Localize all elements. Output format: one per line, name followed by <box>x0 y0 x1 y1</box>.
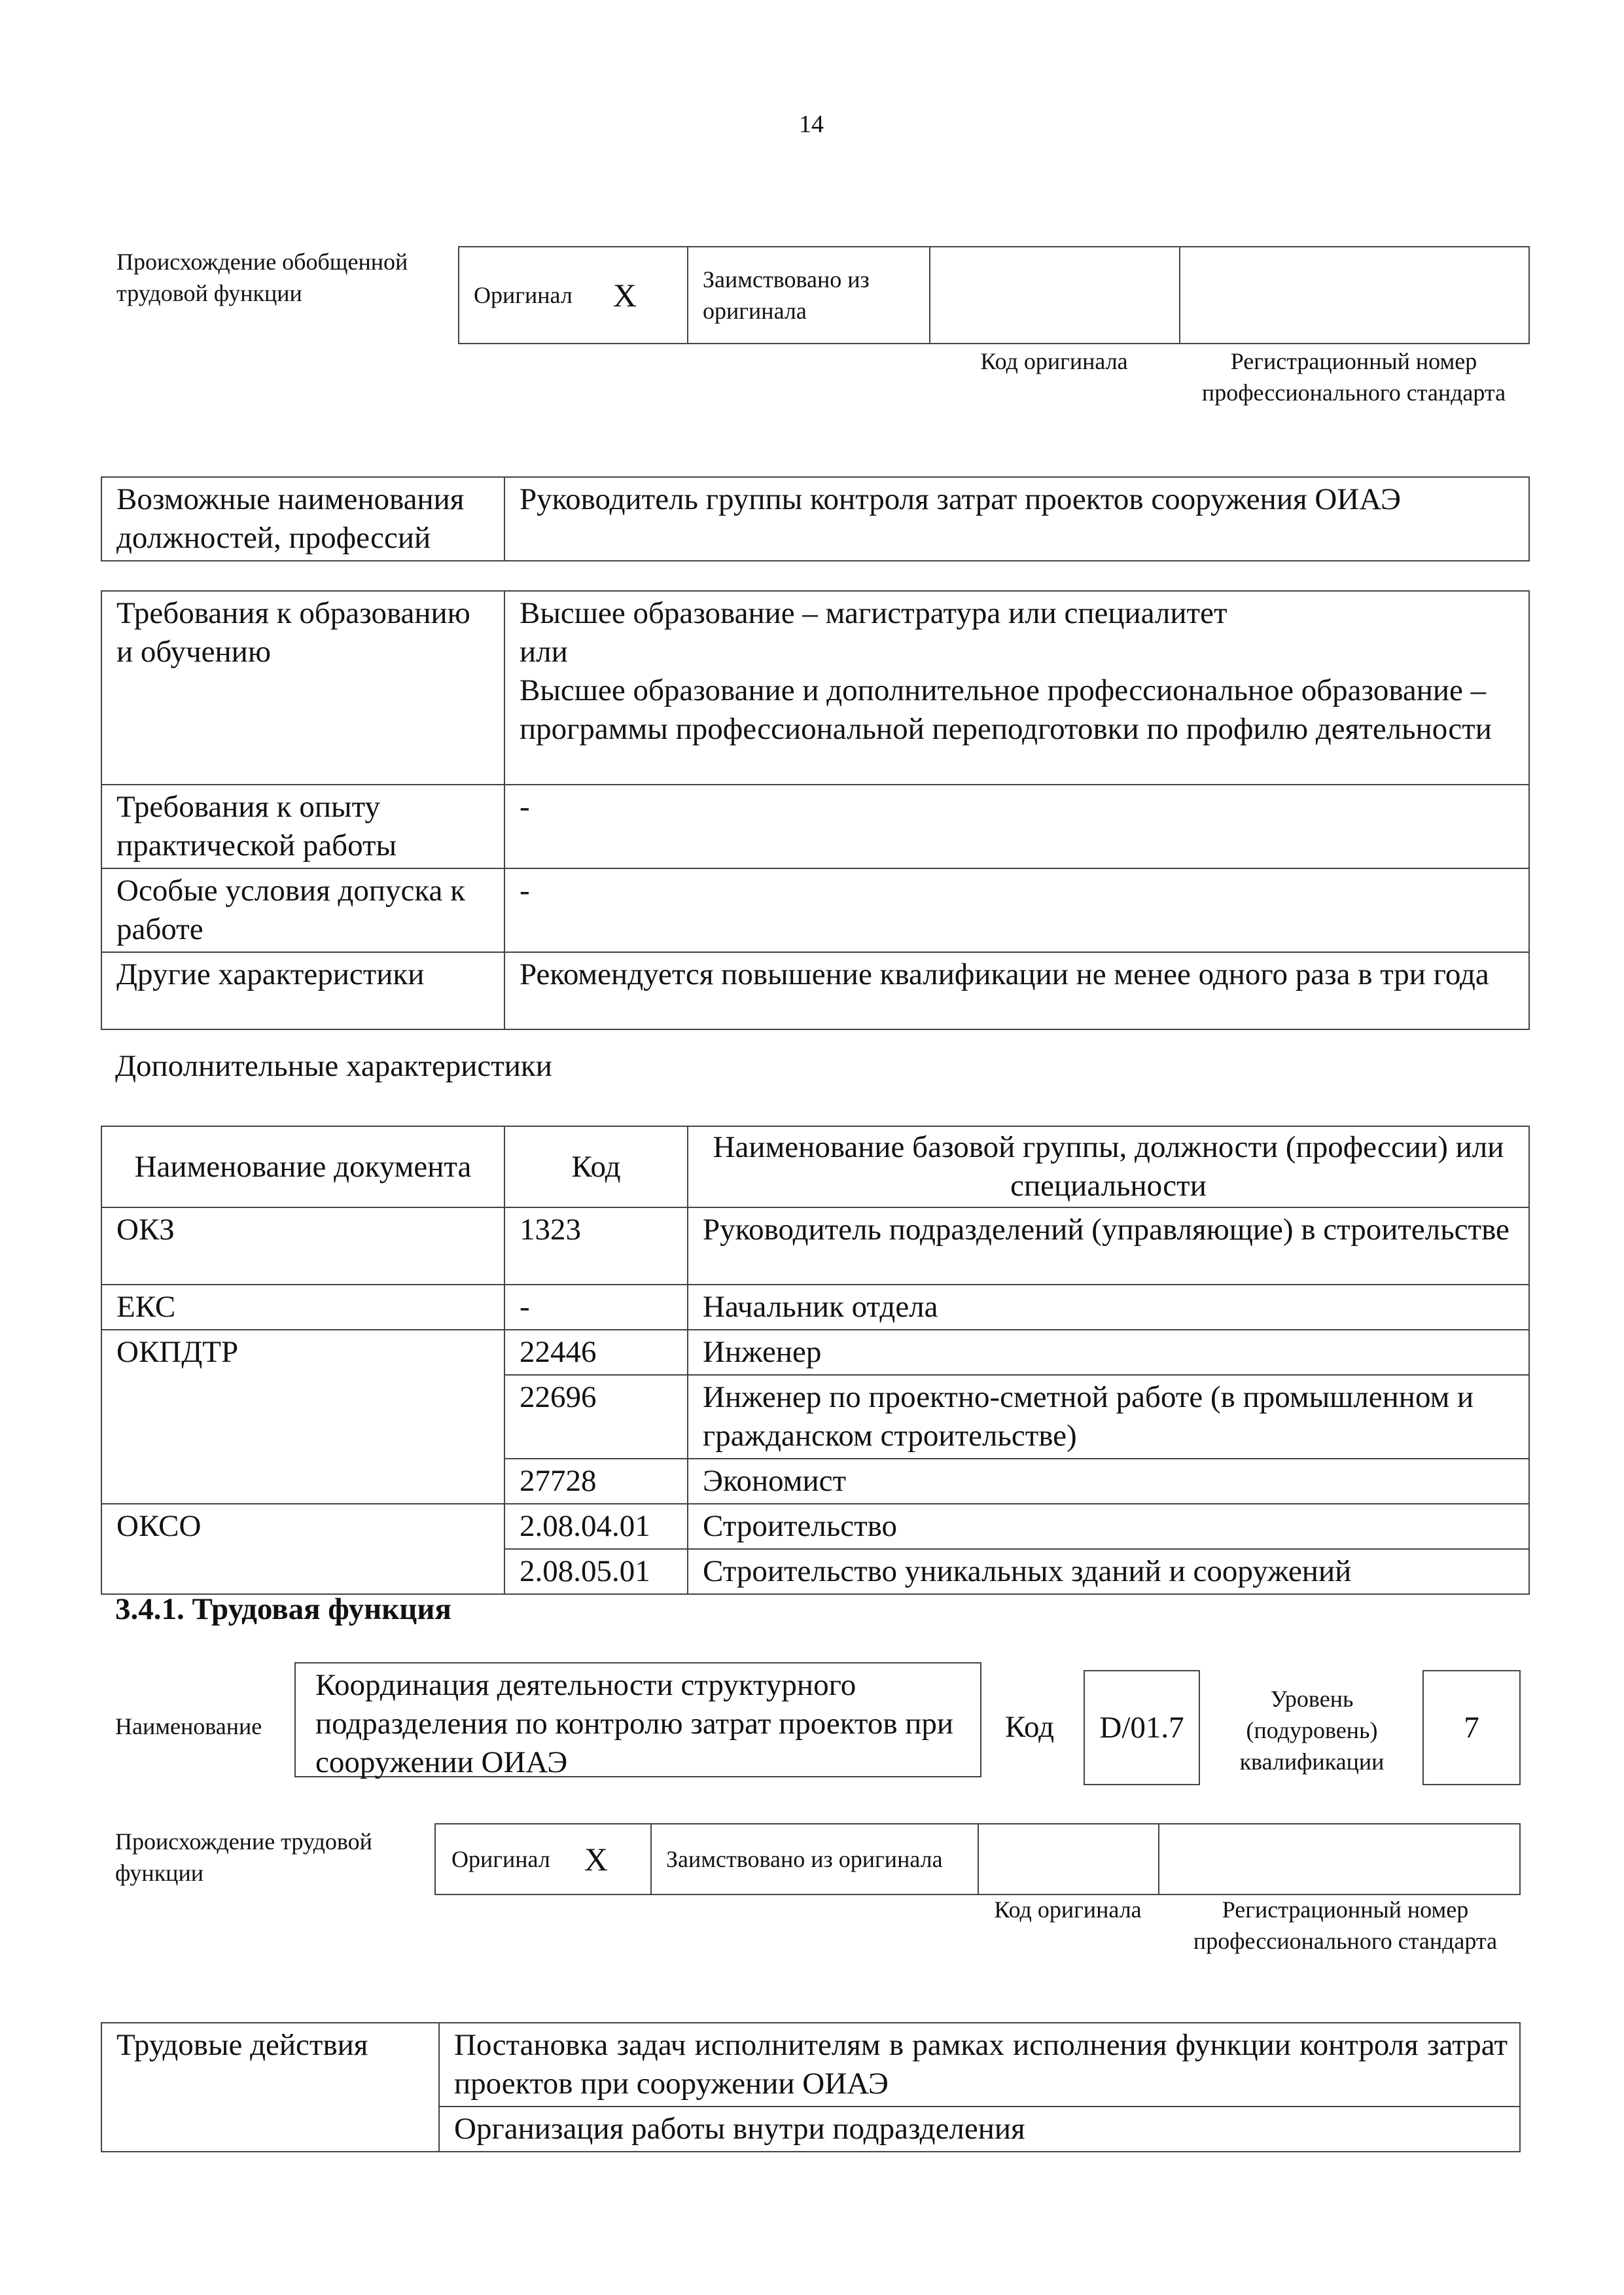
labor-action-item: Постановка задач исполнителям в рамках исполнения функции контроля затрат проектов при сооружении ОИАЭ <box>439 2023 1520 2107</box>
row-name: Инженер <box>688 1330 1529 1375</box>
gen-origin-original-label: Оригинал <box>474 282 573 308</box>
section-name-label: Наименование <box>115 1713 262 1739</box>
additional-header-row <box>101 1126 1529 1207</box>
row-code: 22446 <box>504 1330 688 1375</box>
req-admission-value: - <box>504 868 1529 952</box>
req-education-label: Требования к образованию и обучению <box>101 591 504 785</box>
gen-origin-borrowed-label: Заимствовано из оригинала <box>688 247 930 344</box>
section-level-value: 7 <box>1422 1670 1521 1785</box>
row-name: Начальник отдела <box>688 1285 1529 1330</box>
table-row <box>101 1504 1529 1549</box>
func-origin-borrowed-label: Заимствовано из оригинала <box>651 1824 978 1895</box>
row-code: 2.08.05.01 <box>504 1549 688 1594</box>
row-name: Строительство <box>688 1504 1529 1549</box>
section-title: 3.4.1. Трудовая функция <box>115 1592 451 1626</box>
row-code: 1323 <box>504 1207 688 1285</box>
func-origin-reg-cell <box>1159 1824 1520 1895</box>
additional-table <box>101 1126 1530 1595</box>
section-name-value: Координация деятельности структурного подразделения по контролю затрат проектов при сооружении ОИАЭ <box>294 1662 981 1777</box>
additional-header-doc: Наименование документа <box>101 1126 504 1207</box>
row-code: - <box>504 1285 688 1330</box>
row-doc: ОКПДТР <box>101 1330 504 1504</box>
req-education-value: Высшее образование – магистратура или специалитет или Высшее образование и дополнительное профессиональное образование – программы профессиональной переподготовки по профилю деятельности <box>504 591 1529 785</box>
labor-action-item: Организация работы внутри подразделения <box>439 2107 1520 2152</box>
row-name: Руководитель подразделений (управляющие) в строительстве <box>688 1207 1529 1285</box>
func-origin-original-label: Оригинал <box>451 1846 550 1872</box>
row-doc: ОКСО <box>101 1504 504 1594</box>
req-experience-label: Требования к опыту практической работы <box>101 785 504 868</box>
additional-header-code: Код <box>504 1126 688 1207</box>
gen-origin-table <box>458 246 1530 344</box>
req-other-value: Рекомендуется повышение квалификации не менее одного раза в три года <box>504 952 1529 1029</box>
row-doc: ЕКС <box>101 1285 504 1330</box>
section-code-value: D/01.7 <box>1084 1670 1200 1785</box>
gen-origin-mark: X <box>612 277 637 313</box>
section-level-label: Уровень (подуровень) квалификации <box>1239 1686 1385 1775</box>
func-origin-code-caption: Код оригинала <box>994 1896 1142 1923</box>
func-origin-table <box>434 1823 1521 1895</box>
req-experience-value: - <box>504 785 1529 868</box>
row-code: 22696 <box>504 1375 688 1459</box>
req-row-education <box>101 591 1529 785</box>
row-name: Экономист <box>688 1459 1529 1504</box>
possible-names-value: Руководитель группы контроля затрат проектов сооружения ОИАЭ <box>504 477 1529 561</box>
row-name: Строительство уникальных зданий и сооружений <box>688 1549 1529 1594</box>
labor-actions-table <box>101 2022 1521 2152</box>
req-row-admission <box>101 868 1529 952</box>
table-row <box>101 1207 1529 1285</box>
additional-header-name: Наименование базовой группы, должности (профессии) или специальности <box>688 1126 1529 1207</box>
func-origin-mark: X <box>584 1841 608 1877</box>
req-row-experience <box>101 785 1529 868</box>
table-row <box>101 1285 1529 1330</box>
gen-origin-code-cell <box>930 247 1180 344</box>
func-origin-code-cell <box>978 1824 1159 1895</box>
req-row-other <box>101 952 1529 1029</box>
req-admission-label: Особые условия допуска к работе <box>101 868 504 952</box>
page-number: 14 <box>799 111 824 138</box>
row-code: 27728 <box>504 1459 688 1504</box>
func-origin-label: Происхождение трудовой функции <box>115 1828 372 1886</box>
row-name: Инженер по проектно-сметной работе (в промышленном и гражданском строительстве) <box>688 1375 1529 1459</box>
req-other-label: Другие характеристики <box>101 952 504 1029</box>
section-code-label: Код <box>1005 1710 1055 1744</box>
requirements-table <box>101 590 1530 1030</box>
row-doc: ОКЗ <box>101 1207 504 1285</box>
gen-origin-label: Происхождение обобщенной трудовой функции <box>116 249 408 306</box>
possible-names-label: Возможные наименования должностей, профессий <box>101 477 504 561</box>
row-code: 2.08.04.01 <box>504 1504 688 1549</box>
additional-title: Дополнительные характеристики <box>115 1049 552 1083</box>
table-row <box>101 1330 1529 1375</box>
gen-origin-code-caption: Код оригинала <box>980 348 1128 374</box>
possible-names-table <box>101 476 1530 561</box>
gen-origin-reg-cell <box>1180 247 1529 344</box>
gen-origin-reg-caption: Регистрационный номер профессионального стандарта <box>1201 348 1506 406</box>
labor-actions-label: Трудовые действия <box>101 2023 439 2152</box>
func-origin-reg-caption: Регистрационный номер профессионального стандарта <box>1193 1896 1498 1954</box>
